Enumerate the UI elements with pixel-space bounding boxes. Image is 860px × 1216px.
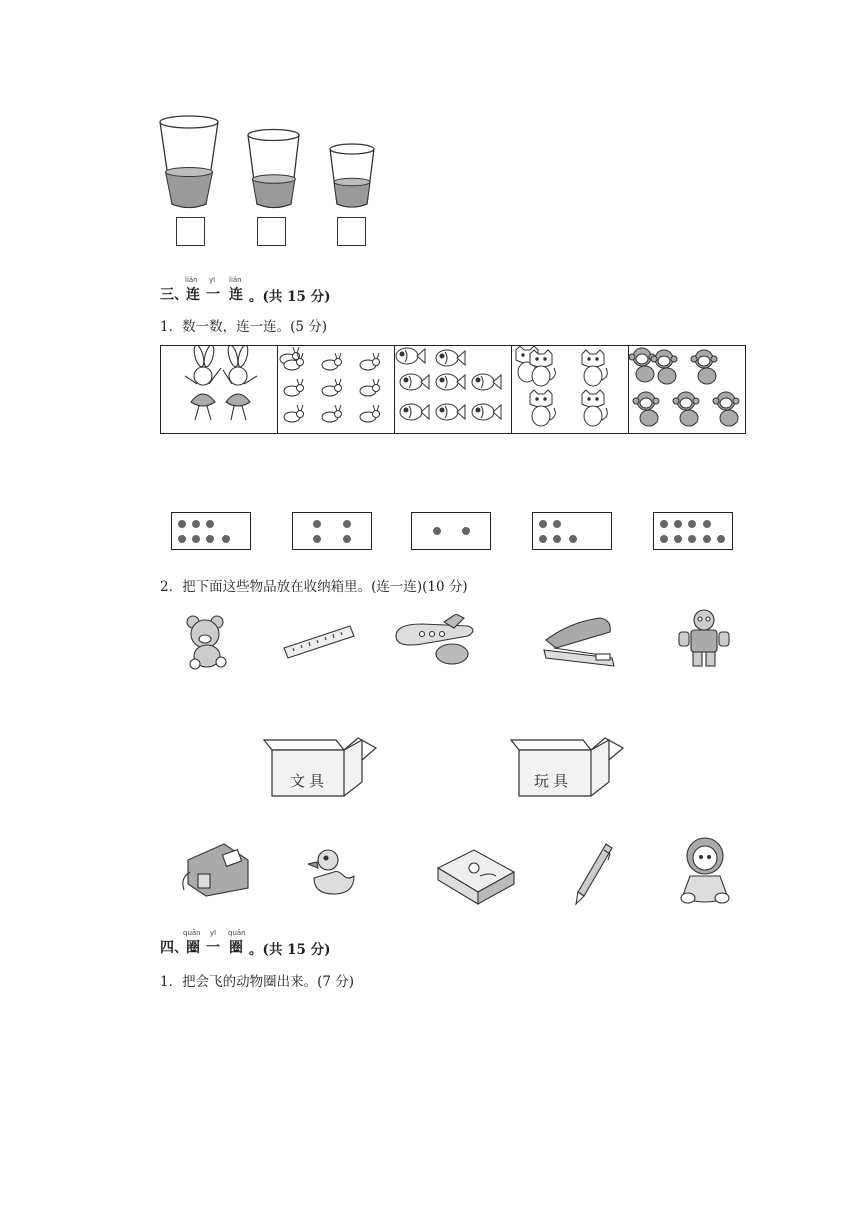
cup-answer-box-1[interactable] [176,217,205,246]
doll-icon[interactable] [676,836,734,906]
animal-panel-4[interactable] [512,346,629,433]
toy-box-label: 玩具 [534,772,573,790]
section-number: 四、 [160,940,188,956]
pinyin-annotation: yī [210,929,217,937]
heading-char: 一 [206,940,220,956]
section-number: 三、 [160,287,188,303]
monkeys-icon [629,346,745,432]
cup-answer-box-3[interactable] [337,217,366,246]
cups-figure [150,110,390,220]
tall-cup [160,116,218,208]
question-4-1: 1．把会飞的动物圈出来。(7 分) [160,974,355,990]
heading-char: 圈 [229,940,243,956]
middle-cup [248,130,299,208]
fish-icon [395,346,511,432]
heading-char: 连 [186,287,200,303]
ruler-icon[interactable] [282,624,357,660]
stapler-icon[interactable] [540,614,620,672]
dot-card-3[interactable] [411,512,491,550]
pinyin-annotation: quān [228,929,246,937]
heading-char: 连 [229,287,243,303]
dot-card-4[interactable] [532,512,612,550]
dot-card-5[interactable] [653,512,733,550]
stationery-box-label: 文具 [290,772,329,790]
animal-panels [160,345,746,434]
cup-answer-box-2[interactable] [257,217,286,246]
animal-panel-2[interactable] [278,346,395,433]
pinyin-annotation: quān [183,929,201,937]
toy-plane-icon[interactable] [392,614,480,666]
teddy-bear-icon[interactable] [183,612,235,672]
animal-panel-1[interactable] [161,346,278,433]
rubber-duck-icon[interactable] [308,846,358,896]
section-points: 。(共 15 分) [249,942,331,958]
animal-panel-3[interactable] [395,346,512,433]
pen-icon[interactable] [570,840,616,906]
question-3-2: 2．把下面这些物品放在收纳箱里。(连一连)(10 分) [160,579,468,595]
cats-icon [512,346,628,432]
school-bag-icon[interactable] [178,838,254,900]
heading-char: 圈 [186,940,200,956]
heading-char: 一 [206,287,220,303]
dot-card-1[interactable] [171,512,251,550]
short-cup [330,144,374,207]
rabbits-icon [278,346,394,432]
dot-card-2[interactable] [292,512,372,550]
pinyin-annotation: lián [229,276,242,284]
section-points: 。(共 15 分) [249,289,331,305]
question-3-1: 1．数一数，连一连。(5 分) [160,319,328,335]
rabbit-dancer-icon [161,346,277,432]
toy-robot-icon[interactable] [675,608,733,670]
animal-panel-5[interactable] [629,346,745,433]
pinyin-annotation: lián [185,276,198,284]
pinyin-annotation: yī [209,276,216,284]
pencil-case-icon[interactable] [434,846,518,906]
